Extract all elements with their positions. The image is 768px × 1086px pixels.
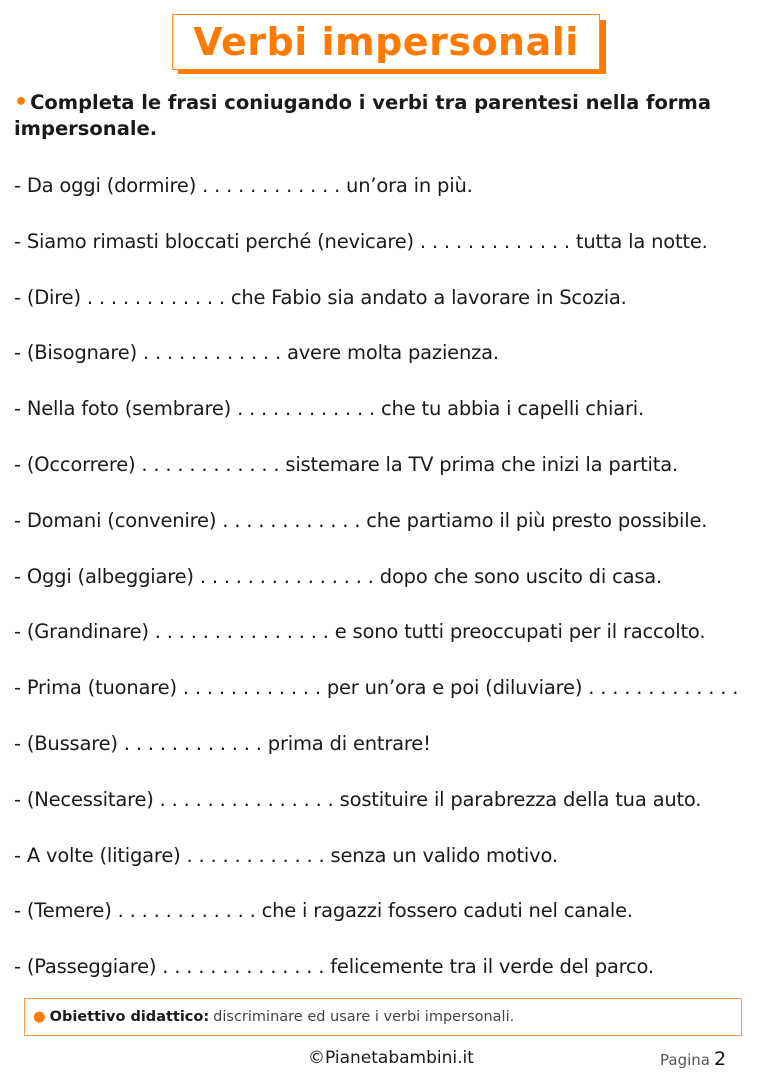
exercise-sentence: - (Temere) . . . . . . . . . . . . che i ragazzi fossero caduti nel canale. xyxy=(14,899,633,923)
goal-text: discriminare ed usare i verbi impersonali. xyxy=(213,1009,515,1025)
page-label: Pagina xyxy=(660,1051,710,1069)
exercise-sentence: - Siamo rimasti bloccati perché (nevicare) . . . . . . . . . . . . . tutta la notte. xyxy=(14,229,708,253)
exercise-sentence: - (Bussare) . . . . . . . . . . . . prima di entrare! xyxy=(14,731,431,755)
instruction-text: Completa le frasi coniugando i verbi tra parentesi nella forma impersonale. xyxy=(14,91,712,140)
goal-label: Obiettivo didattico: xyxy=(49,1009,210,1025)
exercise-sentence: - (Grandinare) . . . . . . . . . . . . . . . e sono tutti preoccupati per il raccolto. xyxy=(14,620,706,644)
exercise-sentence: - Nella foto (sembrare) . . . . . . . . . . . . che tu abbia i capelli chiari. xyxy=(14,397,644,421)
exercise-sentence: - Prima (tuonare) . . . . . . . . . . . . per un’ora e poi (diluviare) . . . . . . . . . . . . . xyxy=(14,676,739,700)
exercise-sentence: - A volte (litigare) . . . . . . . . . . . . senza un valido motivo. xyxy=(14,843,558,867)
exercise-sentence: - Da oggi (dormire) . . . . . . . . . . . . un’ora in più. xyxy=(14,174,473,197)
bullet-icon: • xyxy=(14,90,29,115)
exercise-sentence: - (Passeggiare) . . . . . . . . . . . . . . felicemente tra il verde del parco. xyxy=(14,955,654,979)
learning-goal-box xyxy=(24,998,742,1036)
exercise-sentence: - (Dire) . . . . . . . . . . . . che Fabio sia andato a lavorare in Scozia. xyxy=(14,285,627,309)
exercise-sentence: - Oggi (albeggiare) . . . . . . . . . . . . . . . dopo che sono uscito di casa. xyxy=(14,564,663,588)
page-number: 2 xyxy=(713,1048,727,1070)
exercise-list xyxy=(14,172,764,1009)
exercise-sentence: - (Occorrere) . . . . . . . . . . . . sistemare la TV prima che inizi la partita. xyxy=(14,452,678,476)
page-title: Verbi impersonali xyxy=(193,20,579,64)
exercise-sentence: - (Bisognare) . . . . . . . . . . . . avere molta pazienza. xyxy=(14,341,499,365)
exercise-sentence: - Domani (convenire) . . . . . . . . . . . . che partiamo il più presto possibile. xyxy=(14,508,708,532)
title-box xyxy=(172,14,600,70)
page-indicator xyxy=(660,1048,726,1070)
exercise-sentence: - (Necessitare) . . . . . . . . . . . . . . . sostituire il parabrezza della tua auto. xyxy=(14,787,702,811)
bullet-icon: ● xyxy=(33,1009,46,1025)
site-credit: ©Pianetabambini.it xyxy=(308,1048,474,1068)
instruction xyxy=(14,90,734,142)
